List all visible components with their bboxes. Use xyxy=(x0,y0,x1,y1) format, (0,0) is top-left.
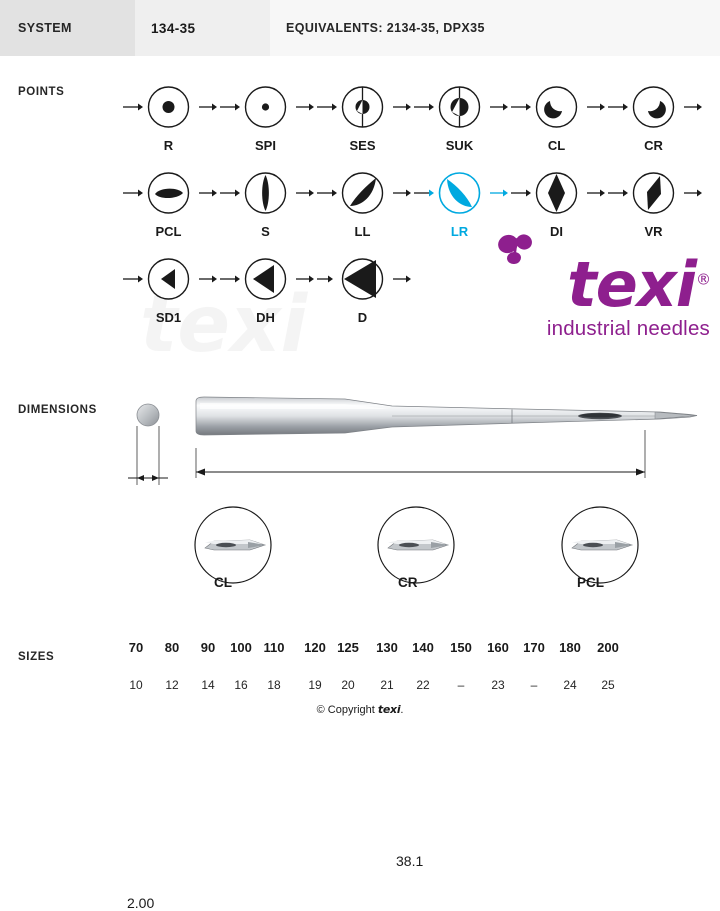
copyright-suffix: . xyxy=(400,704,404,716)
size-value-cell: 22 xyxy=(416,678,430,692)
point-icon-triangle-medium xyxy=(217,250,314,308)
point-item-pcl[interactable] xyxy=(120,164,217,250)
size-value-cell: 14 xyxy=(201,678,215,692)
points-section-label: POINTS xyxy=(18,86,65,98)
brand-logo xyxy=(470,248,710,341)
points-row xyxy=(120,78,720,164)
point-icon-dot-slash xyxy=(314,78,411,136)
point-label: S xyxy=(261,224,270,239)
point-item-ll[interactable] xyxy=(314,164,411,250)
point-icon-leaf-diagonal-r xyxy=(411,164,508,222)
size-nm-cell: 130 xyxy=(376,640,398,655)
size-value-cell: 21 xyxy=(380,678,394,692)
point-icon-narrow-diamond xyxy=(605,164,702,222)
point-label: DI xyxy=(550,224,563,239)
size-value-cell: 24 xyxy=(563,678,577,692)
size-value-cell: 25 xyxy=(601,678,615,692)
size-nm-cell: 160 xyxy=(487,640,509,655)
point-icon-dot-wedge xyxy=(411,78,508,136)
point-icon-triangle-large xyxy=(314,250,411,308)
point-icon-lens-vertical xyxy=(217,164,314,222)
point-icon-crescent-left xyxy=(508,78,605,136)
point-label: DH xyxy=(256,310,275,325)
point-label: LL xyxy=(354,224,371,239)
point-icon-small-dot xyxy=(217,78,314,136)
point-label: CL xyxy=(547,138,566,153)
logo-registered-mark: ® xyxy=(696,270,710,289)
point-label: SD1 xyxy=(155,310,182,325)
size-nm-cell: 120 xyxy=(304,640,326,655)
point-item-d[interactable] xyxy=(314,250,411,336)
point-label: D xyxy=(357,310,368,325)
size-nm-cell: 110 xyxy=(263,640,285,655)
point-icon-round-dot xyxy=(120,78,217,136)
needle-drawing xyxy=(0,390,720,620)
size-value-cell: 12 xyxy=(165,678,179,692)
header-bar xyxy=(0,0,720,56)
size-nm-cell: 170 xyxy=(523,640,545,655)
point-label: SUK xyxy=(445,138,474,153)
sizes-table xyxy=(0,640,720,704)
point-icon-lens-horizontal xyxy=(120,164,217,222)
size-value-cell: – xyxy=(530,678,538,692)
detail-label-cr: CR xyxy=(398,575,418,590)
size-nm-cell: 180 xyxy=(559,640,581,655)
size-value-cell: 20 xyxy=(341,678,355,692)
needle-diameter-value: 2.00 xyxy=(127,895,155,911)
sizes-section-label: SIZES xyxy=(18,651,55,663)
point-label: CR xyxy=(644,138,663,153)
size-nm-cell: 90 xyxy=(200,640,216,655)
point-icon-crescent-right xyxy=(605,78,702,136)
point-icon-triangle-small xyxy=(120,250,217,308)
sizes-row-size xyxy=(0,678,720,704)
size-nm-cell: 80 xyxy=(164,640,180,655)
size-value-cell: – xyxy=(457,678,465,692)
point-item-cr[interactable] xyxy=(605,78,702,164)
header-system-value: 134-35 xyxy=(135,0,270,56)
needle-cross-section xyxy=(137,404,159,426)
points-row xyxy=(120,164,720,250)
point-item-spi[interactable] xyxy=(217,78,314,164)
point-item-r[interactable] xyxy=(120,78,217,164)
point-label: LR xyxy=(450,224,469,239)
point-item-vr[interactable] xyxy=(605,164,702,250)
point-label: SES xyxy=(349,138,376,153)
header-system-label: SYSTEM xyxy=(0,0,135,56)
point-item-cl[interactable] xyxy=(508,78,605,164)
size-value-cell: 10 xyxy=(129,678,143,692)
size-nm-cell: 70 xyxy=(128,640,144,655)
logo-text: texi xyxy=(567,248,696,321)
needle-length-value: 38.1 xyxy=(396,853,424,869)
size-value-cell: 19 xyxy=(308,678,322,692)
point-label: SPI xyxy=(255,138,276,153)
size-nm-cell: 150 xyxy=(450,640,472,655)
logo-wordmark xyxy=(470,248,710,321)
sizes-row-nm xyxy=(0,640,720,666)
point-label: PCL xyxy=(155,224,182,239)
detail-label-pcl: PCL xyxy=(577,575,604,590)
dimensions-section-label: DIMENSIONS xyxy=(18,404,97,416)
logo-tagline: industrial needles xyxy=(546,316,710,340)
point-item-ses[interactable] xyxy=(314,78,411,164)
size-nm-cell: 140 xyxy=(412,640,434,655)
point-icon-diamond xyxy=(508,164,605,222)
point-icon-leaf-diagonal xyxy=(314,164,411,222)
point-label: VR xyxy=(644,224,663,239)
copyright-brand: texi xyxy=(377,703,401,716)
copyright-prefix: © Copyright xyxy=(316,704,375,716)
point-item-dh[interactable] xyxy=(217,250,314,336)
copyright-notice xyxy=(0,703,720,716)
header-equivalents: EQUIVALENTS: 2134-35, DPX35 xyxy=(270,0,720,56)
detail-label-cl: CL xyxy=(214,575,232,590)
size-value-cell: 18 xyxy=(267,678,281,692)
size-value-cell: 23 xyxy=(491,678,505,692)
size-nm-cell: 100 xyxy=(230,640,252,655)
size-nm-cell: 200 xyxy=(597,640,619,655)
point-item-sd1[interactable] xyxy=(120,250,217,336)
point-label: R xyxy=(163,138,174,153)
point-item-suk[interactable] xyxy=(411,78,508,164)
size-value-cell: 16 xyxy=(234,678,248,692)
size-nm-cell: 125 xyxy=(337,640,359,655)
butterfly-icon xyxy=(494,232,538,266)
point-item-s[interactable] xyxy=(217,164,314,250)
